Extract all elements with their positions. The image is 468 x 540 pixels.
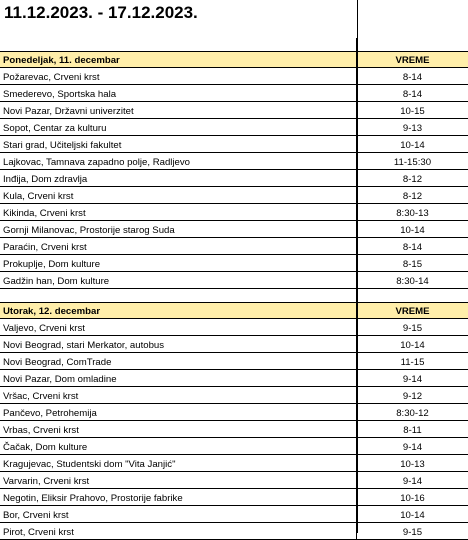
time-cell[interactable]: 8:30-13 <box>396 208 429 220</box>
location-cell[interactable]: Valjevo, Crveni krst <box>0 319 357 335</box>
location-cell[interactable]: Vršac, Crveni krst <box>0 387 357 403</box>
table-row <box>0 119 468 136</box>
time-cell[interactable]: 9-14 <box>402 476 423 488</box>
time-cell[interactable]: 10-15 <box>400 106 425 118</box>
table-row <box>0 506 468 523</box>
title-row <box>0 0 468 38</box>
day-header-label[interactable]: Utorak, 12. decembar <box>0 303 357 318</box>
time-cell[interactable]: 11-15:30 <box>393 157 432 169</box>
table-row <box>0 136 468 153</box>
location-cell[interactable]: Smederevo, Sportska hala <box>0 85 357 101</box>
time-cell[interactable]: 9-12 <box>402 391 423 403</box>
day-header-row <box>0 51 468 68</box>
table-row <box>0 472 468 489</box>
table-row <box>0 353 468 370</box>
blank-cell[interactable] <box>0 38 357 51</box>
time-cell[interactable]: 10-13 <box>400 459 425 471</box>
table-row <box>0 238 468 255</box>
time-column-header[interactable]: VREME <box>395 55 430 67</box>
location-cell[interactable]: Lajkovac, Tamnava zapadno polje, Radljevo <box>0 153 357 169</box>
table-row <box>0 255 468 272</box>
location-cell[interactable]: Kragujevac, Studentski dom "Vita Janjić" <box>0 455 357 471</box>
blank-cell[interactable] <box>357 38 468 51</box>
blank-cell[interactable] <box>0 289 357 302</box>
time-cell[interactable]: 8-12 <box>402 174 423 186</box>
table-row <box>0 272 468 289</box>
location-cell[interactable]: Sopot, Centar za kulturu <box>0 119 357 135</box>
table-row <box>0 370 468 387</box>
location-cell[interactable]: Paraćin, Crveni krst <box>0 238 357 254</box>
table-row <box>0 336 468 353</box>
table-row <box>0 421 468 438</box>
table-row <box>0 187 468 204</box>
time-cell[interactable]: 8-14 <box>402 242 423 254</box>
table-row <box>0 438 468 455</box>
time-cell[interactable]: 9-13 <box>402 123 423 135</box>
table-row <box>0 319 468 336</box>
location-cell[interactable]: Novi Beograd, ComTrade <box>0 353 357 369</box>
location-cell[interactable]: Požarevac, Crveni krst <box>0 68 357 84</box>
location-cell[interactable]: Pančevo, Petrohemija <box>0 404 357 420</box>
table-row <box>0 489 468 506</box>
time-cell[interactable]: 9-15 <box>402 323 423 335</box>
table-row <box>0 523 468 540</box>
time-cell[interactable]: 10-14 <box>400 225 425 237</box>
table-row <box>0 221 468 238</box>
location-cell[interactable]: Vrbas, Crveni krst <box>0 421 357 437</box>
title-side-cell[interactable] <box>357 0 468 38</box>
time-cell[interactable]: 8:30-12 <box>396 408 429 420</box>
location-cell[interactable]: Prokuplje, Dom kulture <box>0 255 357 271</box>
time-cell[interactable]: 9-15 <box>402 527 423 539</box>
table-row <box>0 170 468 187</box>
table-row <box>0 153 468 170</box>
location-cell[interactable]: Novi Pazar, Dom omladine <box>0 370 357 386</box>
time-cell[interactable]: 11-15 <box>400 357 425 369</box>
time-cell[interactable]: 8-11 <box>403 425 422 437</box>
blank-cell[interactable] <box>357 289 468 302</box>
time-cell[interactable]: 8-12 <box>402 191 423 203</box>
time-column-header[interactable]: VREME <box>395 306 430 318</box>
time-cell[interactable]: 8-15 <box>402 259 423 271</box>
location-cell[interactable]: Inđija, Dom zdravlja <box>0 170 357 186</box>
time-cell[interactable]: 10-16 <box>400 493 425 505</box>
time-cell[interactable]: 8-14 <box>402 72 423 84</box>
table-row <box>0 85 468 102</box>
time-cell[interactable]: 9-14 <box>402 374 423 386</box>
blank-row <box>0 38 468 51</box>
location-cell[interactable]: Negotin, Eliksir Prahovo, Prostorije fabrike <box>0 489 357 505</box>
location-cell[interactable]: Novi Pazar, Državni univerzitet <box>0 102 357 118</box>
time-cell[interactable]: 8-14 <box>402 89 423 101</box>
location-cell[interactable]: Gadžin han, Dom kulture <box>0 272 357 288</box>
location-cell[interactable]: Čačak, Dom kulture <box>0 438 357 454</box>
time-cell[interactable]: 10-14 <box>400 140 425 152</box>
table-row <box>0 404 468 421</box>
time-cell[interactable]: 10-14 <box>400 510 425 522</box>
table-row <box>0 204 468 221</box>
column-divider <box>357 0 358 533</box>
day-header-row <box>0 302 468 319</box>
page-title[interactable]: 11.12.2023. - 17.12.2023. <box>4 3 198 22</box>
time-cell[interactable]: 9-14 <box>402 442 423 454</box>
location-cell[interactable]: Varvarin, Crveni krst <box>0 472 357 488</box>
table-row <box>0 68 468 85</box>
time-cell[interactable]: 8:30-14 <box>396 276 429 288</box>
blank-row <box>0 289 468 302</box>
location-cell[interactable]: Kikinda, Crveni krst <box>0 204 357 220</box>
location-cell[interactable]: Kula, Crveni krst <box>0 187 357 203</box>
location-cell[interactable]: Stari grad, Učiteljski fakultet <box>0 136 357 152</box>
location-cell[interactable]: Gornji Milanovac, Prostorije starog Suda <box>0 221 357 237</box>
table-row <box>0 102 468 119</box>
location-cell[interactable]: Novi Beograd, stari Merkator, autobus <box>0 336 357 352</box>
location-cell[interactable]: Bor, Crveni krst <box>0 506 357 522</box>
table-row <box>0 387 468 404</box>
time-cell[interactable]: 10-14 <box>400 340 425 352</box>
table-row <box>0 455 468 472</box>
day-header-label[interactable]: Ponedeljak, 11. decembar <box>0 52 357 67</box>
location-cell[interactable]: Pirot, Crveni krst <box>0 523 357 539</box>
